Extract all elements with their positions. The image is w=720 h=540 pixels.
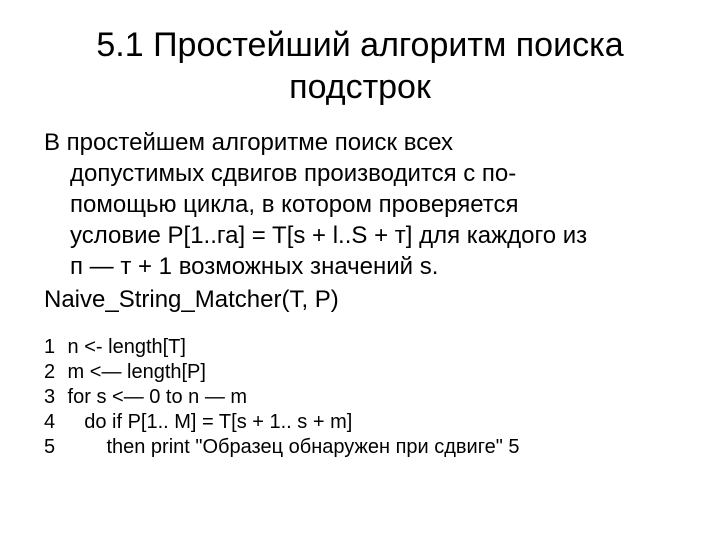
pseudocode-block xyxy=(44,335,704,460)
intro-line-2: допустимых сдвигов производится с по- xyxy=(70,160,517,187)
intro-line-1: В простейшем алгоритме поиск всех xyxy=(44,129,454,156)
code-line-text: do if P[1.. M] = T[s + 1.. s + m] xyxy=(62,411,353,433)
intro-line-4: условие P[1..га] = T[s + l..S + т] для каждого из xyxy=(70,222,588,249)
intro-paragraph xyxy=(44,127,704,282)
function-signature: Naive_String_Matcher(T, P) xyxy=(44,286,339,313)
code-line-text: m <— length[P] xyxy=(62,361,206,383)
code-line-text: n <- length[T] xyxy=(62,336,186,358)
code-line-text: for s <— 0 to n — m xyxy=(62,386,248,408)
code-line-number: 5 xyxy=(44,436,56,458)
code-line xyxy=(44,335,704,360)
slide-body xyxy=(44,127,704,460)
intro-line-3: помощью цикла, в котором проверяется xyxy=(70,191,519,218)
code-line-number: 1 xyxy=(44,336,56,358)
code-line xyxy=(44,435,704,460)
code-line-text: then print "Образец обнаружен при сдвиге" 5 xyxy=(62,436,520,458)
code-line-number: 4 xyxy=(44,411,56,433)
slide-title-line-1: 5.1 Простейший алгоритм поиска xyxy=(96,26,624,64)
code-line xyxy=(44,360,704,385)
code-line-number: 2 xyxy=(44,361,56,383)
code-line xyxy=(44,410,704,435)
slide-title xyxy=(20,24,700,108)
intro-line-5: п — т + 1 возможных значений s. xyxy=(70,253,439,280)
code-line xyxy=(44,385,704,410)
slide-title-line-2: подстрок xyxy=(289,68,431,106)
code-line-number: 3 xyxy=(44,386,56,408)
